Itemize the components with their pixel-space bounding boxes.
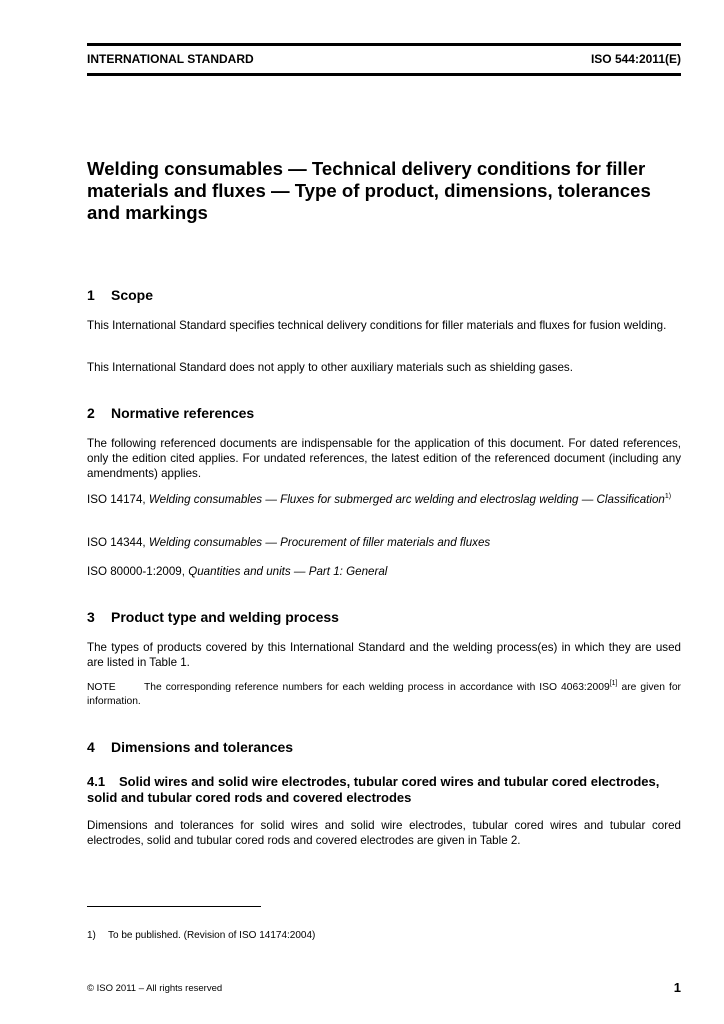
document-title: Welding consumables — Technical delivery conditions for filler materials and fluxes — Type of product, dimensions, tolerances and markings bbox=[87, 158, 651, 223]
note-label: NOTE bbox=[87, 682, 116, 693]
note-paragraph bbox=[87, 681, 681, 709]
reference-item bbox=[87, 535, 681, 550]
product-type-paragraph: The types of products covered by this International Standard and the welding process(es) in which they are used are listed in Table 1. bbox=[87, 641, 681, 669]
reference-code: ISO 14174, bbox=[87, 493, 146, 506]
reference-title: Welding consumables — Fluxes for submerged arc welding and electroslag welding — Classification bbox=[148, 493, 665, 506]
section-title: Dimensions and tolerances bbox=[111, 739, 294, 755]
reference-code: ISO 14344, bbox=[87, 536, 146, 549]
subsection-number: 4.1 bbox=[87, 774, 106, 789]
page-number: 1 bbox=[673, 980, 681, 995]
dimensions-paragraph: Dimensions and tolerances for solid wires and solid wire electrodes, tubular cored wires and tubular cored electrodes, solid and tubular cored rods and covered electrodes are given in Table 2. bbox=[87, 819, 681, 847]
section-3-heading bbox=[87, 609, 339, 625]
normative-intro-paragraph: The following referenced documents are indispensable for the application of this document. For dated references, only the edition cited applies. For undated references, the latest edition of the referenced document (including any amendments) applies. bbox=[87, 437, 681, 480]
subsection-title: Solid wires and solid wire electrodes, tubular cored wires and tubular cored electrodes, solid and tubular cored rods and covered electrodes bbox=[87, 774, 660, 805]
footnote-separator bbox=[87, 906, 261, 907]
section-1-heading bbox=[87, 287, 153, 303]
footnote bbox=[87, 930, 315, 941]
note-text: The corresponding reference numbers for each welding process in accordance with ISO 4063:2009 bbox=[144, 682, 610, 693]
footnote-marker: 1) bbox=[664, 493, 672, 500]
subsection-4-1-heading bbox=[87, 774, 681, 806]
section-title: Scope bbox=[111, 287, 154, 303]
section-2-heading bbox=[87, 405, 254, 421]
note-text-end: are given for information. bbox=[87, 682, 681, 707]
reference-item bbox=[87, 564, 681, 579]
section-title: Normative references bbox=[111, 405, 255, 421]
header-top-rule bbox=[87, 43, 681, 46]
footnote-text: To be published. (Revision of ISO 14174:2004) bbox=[108, 930, 316, 941]
bibliography-ref: [1] bbox=[609, 680, 618, 687]
section-number: 3 bbox=[87, 609, 95, 625]
scope-paragraph-2: This International Standard does not apply to other auxiliary materials such as shielding gases. bbox=[87, 361, 573, 374]
header-doc-type: INTERNATIONAL STANDARD bbox=[87, 52, 254, 66]
header-doc-id: ISO 544:2011(E) bbox=[590, 52, 681, 66]
section-number: 1 bbox=[87, 287, 95, 303]
copyright-notice: © ISO 2011 – All rights reserved bbox=[87, 983, 223, 994]
footnote-mark: 1) bbox=[87, 930, 96, 941]
section-number: 2 bbox=[87, 405, 95, 421]
reference-title: Welding consumables — Procurement of filler materials and fluxes bbox=[148, 536, 491, 549]
reference-item bbox=[87, 492, 681, 507]
reference-title: Quantities and units — Part 1: General bbox=[188, 565, 388, 578]
scope-paragraph-1: This International Standard specifies technical delivery conditions for filler materials and fluxes for fusion welding. bbox=[87, 319, 667, 332]
header-bottom-rule bbox=[87, 73, 681, 76]
section-4-heading bbox=[87, 739, 293, 755]
section-number: 4 bbox=[87, 739, 95, 755]
reference-code: ISO 80000-1:2009, bbox=[87, 565, 185, 578]
section-title: Product type and welding process bbox=[111, 609, 339, 625]
